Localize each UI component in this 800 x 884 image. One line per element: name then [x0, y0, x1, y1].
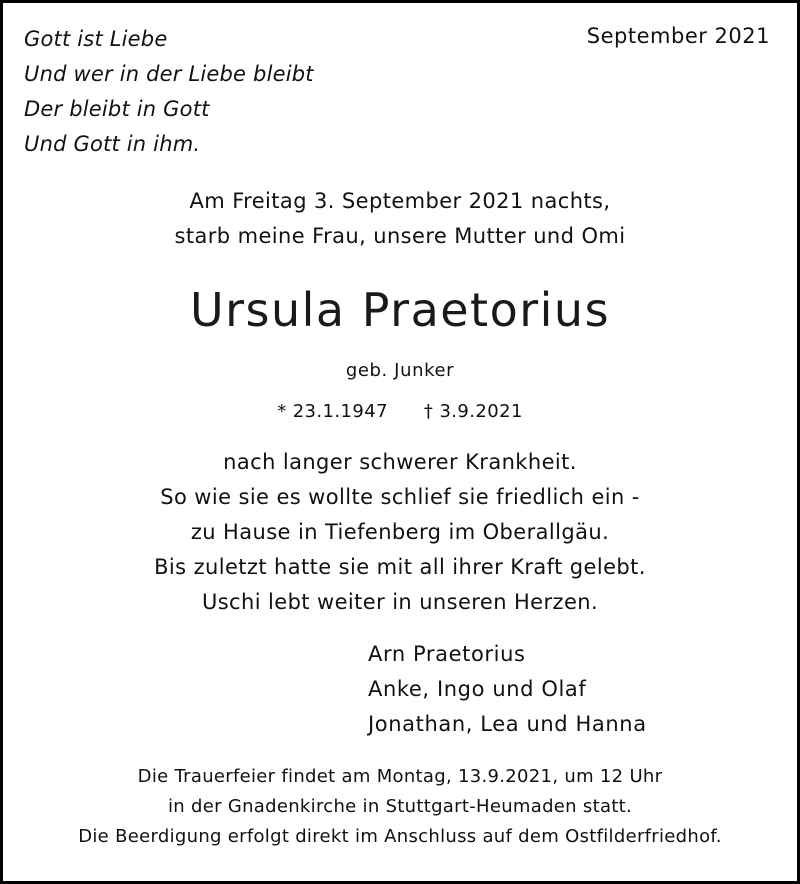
- mourner-line: Jonathan, Lea und Hanna: [368, 712, 647, 736]
- text-line: zu Hause in Tiefenberg im Oberallgäu.: [190, 520, 610, 544]
- text-line: Uschi lebt weiter in unseren Herzen.: [201, 590, 599, 614]
- verse-line: Und wer in der Liebe bleibt: [24, 62, 314, 86]
- funeral-details: [0, 762, 800, 852]
- announcement-line: Am Freitag 3. September 2021 nachts,: [189, 189, 611, 213]
- ceremony-line: Die Beerdigung erfolgt direkt im Anschluss auf dem Ostfilderfriedhof.: [78, 826, 722, 847]
- text-line: So wie sie es wollte schlief sie friedlich ein -: [160, 485, 640, 509]
- ceremony-line: Die Trauerfeier findet am Montag, 13.9.2021, um 12 Uhr: [137, 766, 663, 787]
- publication-date: September 2021: [586, 24, 770, 48]
- obituary-text: [0, 445, 800, 620]
- maiden-name: geb. Junker: [345, 360, 455, 381]
- mourners-list: [368, 637, 647, 742]
- verse-line: Und Gott in ihm.: [24, 132, 201, 156]
- announcement-line: starb meine Frau, unsere Mutter und Omi: [174, 224, 626, 248]
- deceased-name: Ursula Praetorius: [189, 283, 611, 337]
- text-line: Bis zuletzt hatte sie mit all ihrer Kraft gelebt.: [154, 555, 646, 579]
- death-announcement: [0, 184, 800, 254]
- death-date: † 3.9.2021: [423, 401, 523, 422]
- ceremony-line: in der Gnadenkirche in Stuttgart-Heumaden statt.: [167, 796, 633, 817]
- life-dates: [0, 401, 800, 422]
- birth-date: * 23.1.1947: [277, 401, 388, 422]
- text-line: nach langer schwerer Krankheit.: [223, 450, 577, 474]
- verse-line: Der bleibt in Gott: [24, 97, 210, 121]
- bible-verse: [24, 22, 314, 162]
- mourner-line: Anke, Ingo und Olaf: [368, 677, 587, 701]
- mourner-line: Arn Praetorius: [368, 642, 526, 666]
- verse-line: Gott ist Liebe: [24, 27, 168, 51]
